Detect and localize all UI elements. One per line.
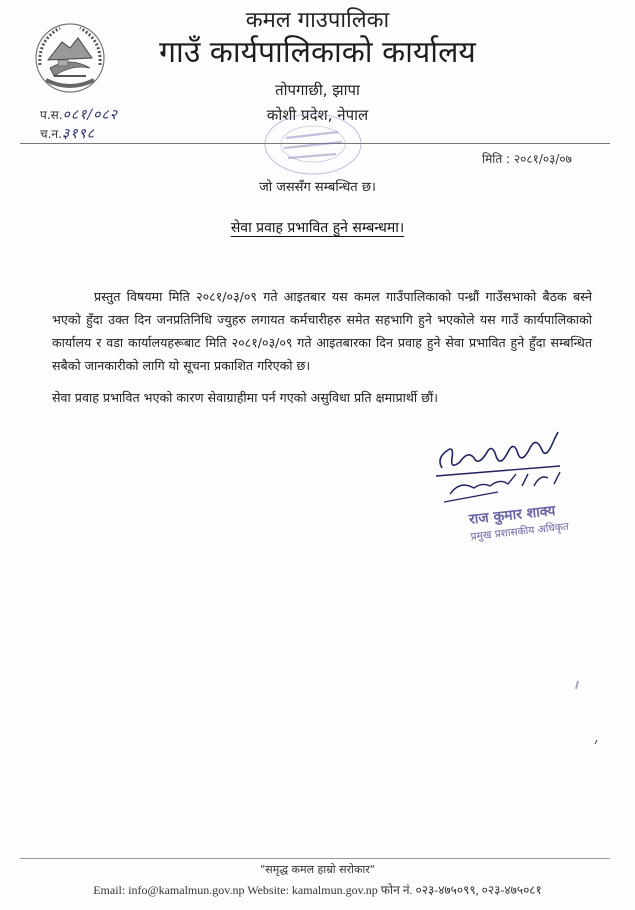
reference-ps <box>40 105 118 124</box>
office-stamp <box>258 108 368 180</box>
municipality-name: कमल गाउपालिका <box>245 8 390 33</box>
handwritten-signature <box>430 428 580 508</box>
location-line-1: तोपगाछी, झापा <box>275 81 360 99</box>
ink-speck <box>594 739 598 745</box>
footer-divider <box>20 858 610 859</box>
cn-label: च.न. <box>40 127 62 141</box>
ps-label: प.स. <box>40 108 63 122</box>
ink-speck <box>574 680 580 690</box>
body-paragraph-1: प्रस्तुत विषयमा मिति २०८१/०३/०९ गते आइतबार यस कमल गाउँपालिकाको पन्ध्रौं गाउँसभाको बैठक बस्ने भएको हुँदा उक्त दिन जनप्रतिनिधि ज्युहरु लगायत कर्मचारीहरु समेत सहभागि हुने भएकोले यस गाउँ कार्यपालिकाको कार्यालय र वडा कार्यालयहरूबाट मिति २०८१/०३/०९ गते आइतबारका दिन प्रवाह हुने सेवा प्रभावित हुने हुँदा सम्बन्धित सबैको जानकारीको लागि यो सूचना प्रकाशित गरिएको छ। <box>52 289 592 373</box>
letter-body <box>52 285 592 409</box>
footer-contact: Email: info@kamalmun.gov.np Website: kamalmun.gov.np फोन नं. ०२३-४७५०९९, ०२३-४७५०८१ <box>93 883 542 897</box>
reference-cn <box>40 124 95 143</box>
subject-text: सेवा प्रवाह प्रभावित हुने सम्बन्धमा। <box>230 220 405 236</box>
footer-motto: "समृद्ध कमल हाम्रो सरोकार" <box>260 863 375 876</box>
office-name: गाउँ कार्यपालिकाको कार्यालय <box>159 35 476 70</box>
body-paragraph-2: सेवा प्रवाह प्रभावित भएको कारण सेवाग्राहीमा पर्न गएको असुविधा प्रति क्षमाप्रार्थी छौं। <box>52 390 439 405</box>
signer-name-stamp: राज कुमार शाक्य <box>468 502 557 528</box>
location-line-2: कोशी प्रदेश, नेपाल <box>266 106 369 124</box>
ps-value: ०८१/०८२ <box>62 107 118 123</box>
subject-line <box>0 218 635 237</box>
letter-date: मिति : २०८१/०३/०७ <box>482 152 572 166</box>
addressee: जो जससँग सम्बन्धित छ। <box>259 180 376 195</box>
signer-title-stamp: प्रमुख प्रशासकीय अधिकृत <box>470 520 570 543</box>
cn-value: ३१९८ <box>61 126 96 142</box>
